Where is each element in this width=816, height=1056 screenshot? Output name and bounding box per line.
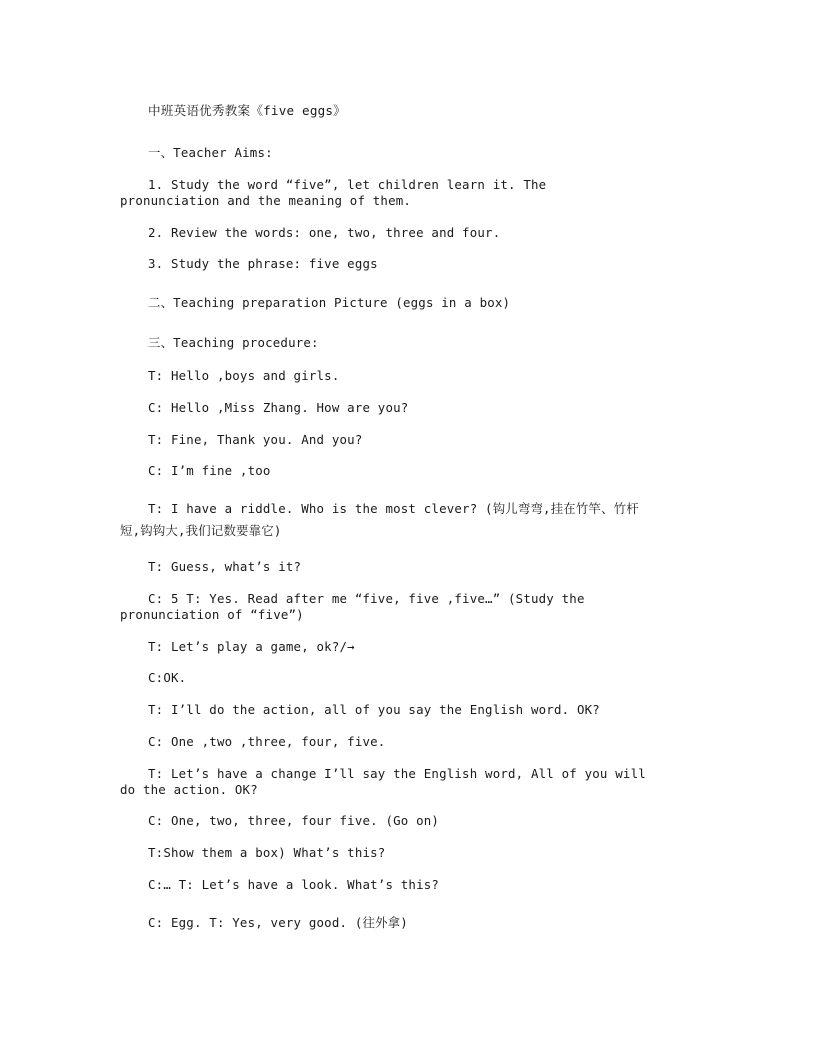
dialogue-count2: C: One, two, three, four five. (Go on)	[148, 813, 440, 828]
five-line1: C: 5 T: Yes. Read after me “five, five ,five…” (Study the	[148, 591, 585, 606]
aims-heading: 一、Teacher Aims:	[148, 145, 273, 160]
five-line2: pronunciation of “five”)	[120, 607, 304, 622]
five-study	[120, 591, 720, 623]
dialogue-game: T: Let’s play a game, ok?/→	[148, 639, 355, 654]
document-title: 中班英语优秀教案《five eggs》	[148, 103, 346, 118]
dialogue-guess: T: Guess, what’s it?	[148, 559, 302, 574]
change-line2: do the action. OK?	[120, 782, 258, 797]
aim-2: 2. Review the words: one, two, three and four.	[148, 225, 501, 240]
procedure-heading: 三、Teaching procedure:	[148, 335, 319, 350]
riddle-line2: 短,钩钩大,我们记数要靠它)	[120, 523, 282, 538]
dialogue-box: T:Show them a box) What’s this?	[148, 845, 386, 860]
aim-1-line1: 1. Study the word “five”, let children learn it. The	[148, 177, 547, 192]
change	[120, 766, 720, 798]
dialogue-line: T: Fine, Thank you. And you?	[148, 432, 363, 447]
dialogue-line: C: Hello ,Miss Zhang. How are you?	[148, 400, 409, 415]
aim-1-line2: pronunciation and the meaning of them.	[120, 193, 412, 208]
aim-3: 3. Study the phrase: five eggs	[148, 256, 378, 271]
dialogue-look: C:… T: Let’s have a look. What’s this?	[148, 877, 440, 892]
aim-1	[120, 177, 720, 209]
dialogue-ok: C:OK.	[148, 670, 187, 685]
dialogue-line: T: Hello ,boys and girls.	[148, 368, 340, 383]
dialogue-egg: C: Egg. T: Yes, very good. (往外拿)	[148, 915, 408, 930]
riddle	[120, 501, 720, 539]
riddle-line1: T: I have a riddle. Who is the most clever? (钩儿弯弯,挂在竹竿、竹杆	[148, 501, 639, 516]
dialogue-action: T: I’ll do the action, all of you say the English word. OK?	[148, 702, 600, 717]
dialogue-count: C: One ,two ,three, four, five.	[148, 734, 386, 749]
preparation-heading: 二、Teaching preparation Picture (eggs in a box)	[148, 295, 511, 310]
dialogue-line: C: I’m fine ,too	[148, 463, 271, 478]
change-line1: T: Let’s have a change I’ll say the English word, All of you will	[148, 766, 646, 781]
